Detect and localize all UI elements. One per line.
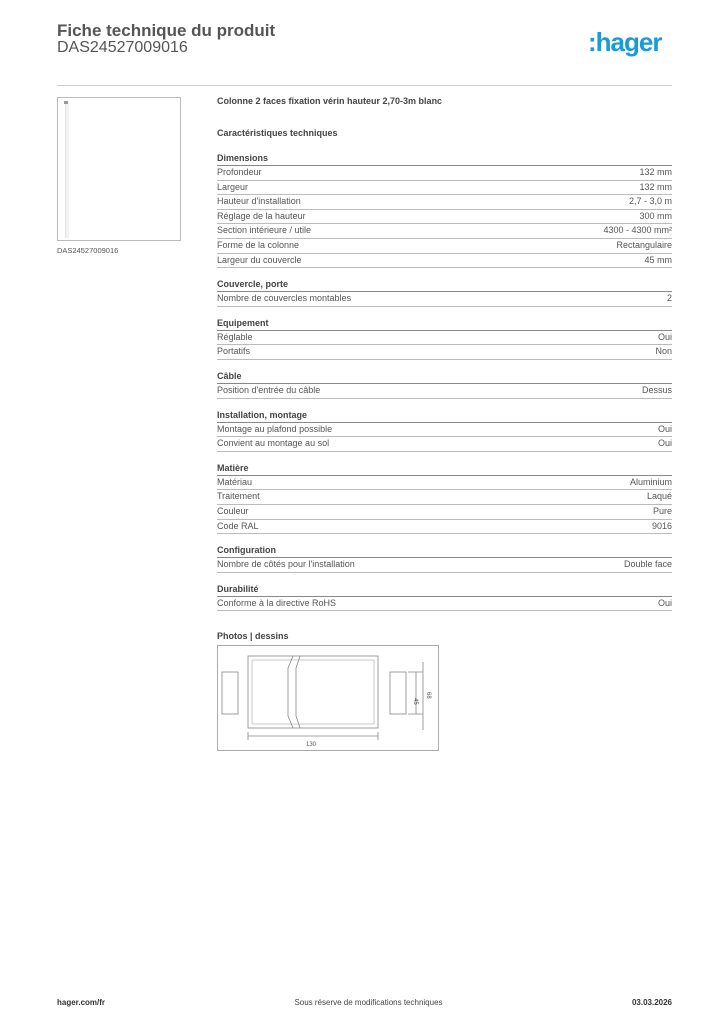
spec-row: [217, 423, 672, 438]
spec-label: Couleur: [217, 505, 249, 516]
product-name: Colonne 2 faces fixation vérin hauteur 2,70-3m blanc: [217, 96, 443, 106]
spec-label: Nombre de côtés pour l'installation: [217, 559, 355, 570]
footer-disclaimer: Sous réserve de modifications techniques: [294, 998, 443, 1007]
spec-row: [217, 331, 672, 346]
spec-label: Hauteur d'installation: [217, 196, 301, 207]
technical-drawing: [217, 645, 439, 751]
spec-row: [217, 490, 672, 505]
spec-row: [217, 292, 672, 307]
section-title: Dimensions: [217, 152, 672, 166]
spec-row: [217, 166, 672, 181]
spec-value: 300 mm: [639, 210, 672, 221]
spec-label: Portatifs: [217, 346, 251, 357]
spec-label: Montage au plafond possible: [217, 423, 333, 434]
spec-value: Non: [655, 346, 672, 357]
spec-label: Convient au montage au sol: [217, 438, 330, 449]
footer-date: 03.03.2026: [631, 998, 672, 1007]
spec-row: [217, 476, 672, 491]
photos-title: Photos | dessins: [217, 631, 289, 642]
section-title: Durabilité: [217, 583, 672, 597]
section-title: Matière: [217, 462, 672, 476]
spec-label: Nombre de couvercles montables: [217, 293, 352, 304]
section-title: Installation, montage: [217, 409, 672, 423]
product-code: DAS24527009016: [57, 39, 188, 56]
spec-label: Section intérieure / utile: [217, 225, 312, 236]
spec-label: Conforme à la directive RoHS: [217, 597, 337, 608]
dim-width: 130: [306, 742, 317, 749]
spec-value: 132 mm: [639, 181, 672, 192]
spec-value: 9016: [651, 520, 672, 531]
product-image-caption: DAS24527009016: [57, 246, 119, 255]
spec-value: Dessus: [641, 384, 672, 395]
spec-row: [217, 597, 672, 612]
spec-label: Largeur du couvercle: [217, 254, 302, 265]
dim-inner: 45: [412, 698, 418, 705]
spec-value: 2: [666, 293, 672, 304]
spec-value: Oui: [657, 597, 672, 608]
spec-label: Réglable: [217, 331, 253, 342]
spec-row: [217, 520, 672, 535]
spec-sections: [217, 152, 672, 611]
spec-value: 45 mm: [644, 254, 672, 265]
spec-value: Oui: [657, 423, 672, 434]
spec-row: [217, 224, 672, 239]
divider: [57, 85, 672, 86]
spec-row: [217, 505, 672, 520]
spec-row: [217, 558, 672, 573]
spec-value: Oui: [657, 438, 672, 449]
spec-value: Laqué: [646, 491, 672, 502]
spec-label: Forme de la colonne: [217, 239, 300, 250]
hager-logo: :hager: [588, 27, 662, 57]
spec-label: Réglage de la hauteur: [217, 210, 306, 221]
spec-label: Position d'entrée du câble: [217, 384, 321, 395]
spec-label: Largeur: [217, 181, 249, 192]
document-title: Fiche technique du produit: [57, 21, 276, 40]
spec-value: 2,7 - 3,0 m: [628, 196, 672, 207]
spec-value: 4300 - 4300 mm²: [603, 225, 672, 236]
spec-value: Double face: [623, 559, 672, 570]
spec-value: Rectangulaire: [616, 239, 672, 250]
footer-website[interactable]: hager.com/fr: [57, 998, 106, 1007]
spec-row: [217, 384, 672, 399]
spec-row: [217, 345, 672, 360]
footer: [57, 998, 672, 1007]
spec-value: Pure: [652, 505, 672, 516]
spec-label: Traitement: [217, 491, 260, 502]
section-title: Equipement: [217, 317, 672, 331]
spec-value: Oui: [657, 331, 672, 342]
dim-outer: 68: [425, 692, 431, 699]
spec-value: Aluminium: [629, 476, 672, 487]
spec-value: 132 mm: [639, 167, 672, 177]
spec-row: [217, 239, 672, 254]
spec-row: [217, 437, 672, 452]
section-title: Configuration: [217, 544, 672, 558]
spec-row: [217, 210, 672, 225]
section-title: Couvercle, porte: [217, 278, 672, 292]
spec-label: Matériau: [217, 476, 253, 487]
spec-row: [217, 254, 672, 269]
spec-label: Profondeur: [217, 167, 262, 177]
product-image: [57, 97, 181, 241]
characteristics-title: Caractéristiques techniques: [217, 128, 338, 138]
spec-content: [217, 96, 672, 751]
spec-row: [217, 195, 672, 210]
section-title: Câble: [217, 370, 672, 384]
spec-label: Code RAL: [217, 520, 259, 531]
spec-row: [217, 181, 672, 196]
